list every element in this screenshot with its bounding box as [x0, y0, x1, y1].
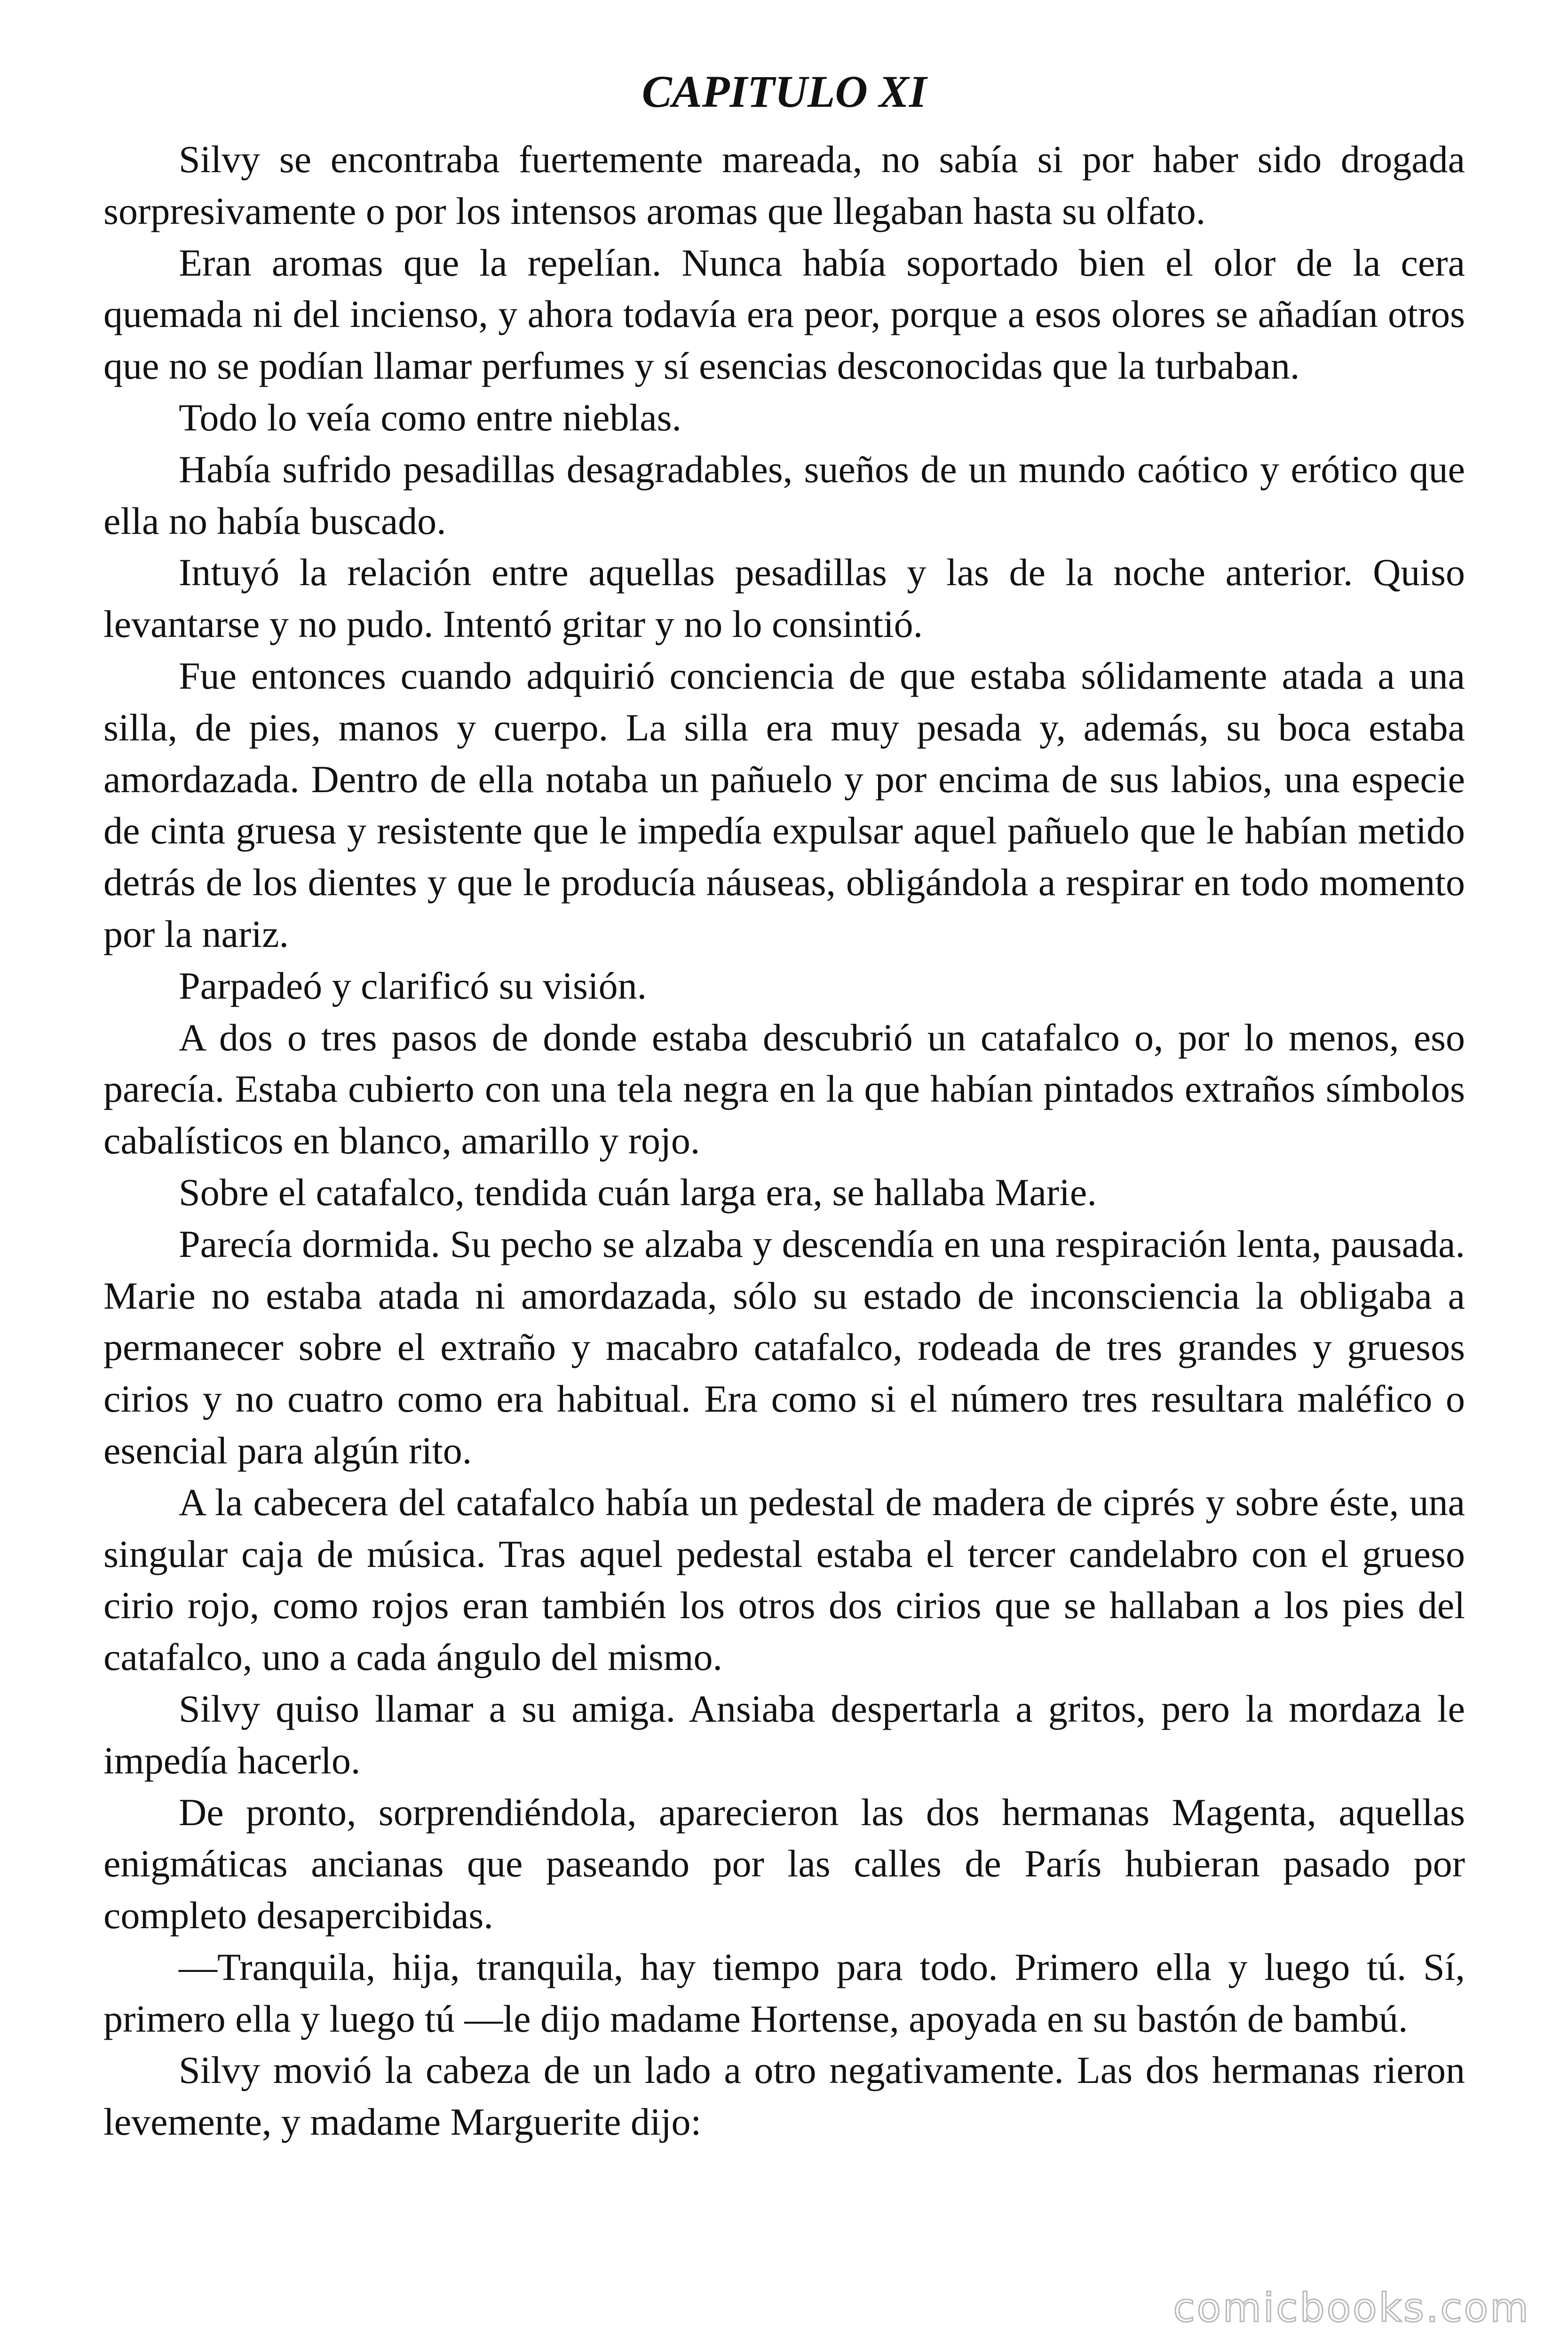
paragraph: Silvy movió la cabeza de un lado a otro negativamente. Las dos hermanas rieron levemente, y madame Marguerite dijo:: [103, 2049, 1465, 2144]
chapter-body: [103, 134, 1465, 2148]
chapter-title: CAPITULO XI: [641, 66, 927, 117]
paragraph: Había sufrido pesadillas desagradables, sueños de un mundo caótico y erótico que ella no había buscado.: [103, 447, 1465, 542]
paragraph: Fue entonces cuando adquirió conciencia de que estaba sólidamente atada a una silla, de pies, manos y cuerpo. La silla era muy pesada y, además, su boca estaba amordazada. Dentro de ella notaba un pañuelo y por encima de sus labios, una especie de cinta gruesa y resistente que le impedía expulsar aquel pañuelo que le habían metido detrás de los dientes y que le producía náuseas, obligándola a respirar en todo momento por la nariz.: [103, 654, 1465, 955]
paragraph: De pronto, sorprendiéndola, aparecieron las dos hermanas Magenta, aquellas enigmáticas ancianas que paseando por las calles de París hubieran pasado por completo desapercibidas.: [103, 1790, 1465, 1937]
paragraph: A la cabecera del catafalco había un pedestal de madera de ciprés y sobre éste, una singular caja de música. Tras aquel pedestal estaba el tercer candelabro con el grueso cirio rojo, como rojos eran también los otros dos cirios que se hallaban a los pies del catafalco, uno a cada ángulo del mismo.: [103, 1480, 1465, 1679]
paragraph: Parecía dormida. Su pecho se alzaba y descendía en una respiración lenta, pausada. Marie no estaba atada ni amordazada, sólo su estado de inconsciencia la obligaba a permanecer sobre el extraño y macabro catafalco, rodeada de tres grandes y gruesos cirios y no cuatro como era habitual. Era como si el número tres resultara maléfico o esencial para algún rito.: [103, 1222, 1465, 1472]
paragraph: Silvy se encontraba fuertemente mareada, no sabía si por haber sido drogada sorpresivamente o por los intensos aromas que llegaban hasta su olfato.: [103, 138, 1465, 232]
paragraph: —Tranquila, hija, tranquila, hay tiempo para todo. Primero ella y luego tú. Sí, primero ella y luego tú —le dijo madame Hortense, apoyada en su bastón de bambú.: [103, 1945, 1465, 2040]
watermark: comicbooks.com: [1173, 2285, 1530, 2331]
paragraph: Parpadeó y clarificó su visión.: [179, 964, 647, 1007]
paragraph: Sobre el catafalco, tendida cuán larga era, se hallaba Marie.: [179, 1170, 1097, 1214]
paragraph: Todo lo veía como entre nieblas.: [179, 396, 682, 439]
paragraph: A dos o tres pasos de donde estaba descubrió un catafalco o, por lo menos, eso parecía. Estaba cubierto con una tela negra en la que habían pintados extraños símbolos cabalísticos en blanco, amarillo y rojo.: [103, 1016, 1465, 1162]
paragraph: Silvy quiso llamar a su amiga. Ansiaba despertarla a gritos, pero la mordaza le impedía hacerlo.: [103, 1687, 1465, 1782]
book-page: [103, 61, 1465, 2314]
paragraph: Eran aromas que la repelían. Nunca había soportado bien el olor de la cera quemada ni del incienso, y ahora todavía era peor, porque a esos olores se añadían otros que no se podían llamar perfumes y sí esencias desconocidas que la turbaban.: [103, 241, 1465, 388]
paragraph: Intuyó la relación entre aquellas pesadillas y las de la noche anterior. Quiso levantarse y no pudo. Intentó gritar y no lo consintió.: [103, 551, 1465, 646]
